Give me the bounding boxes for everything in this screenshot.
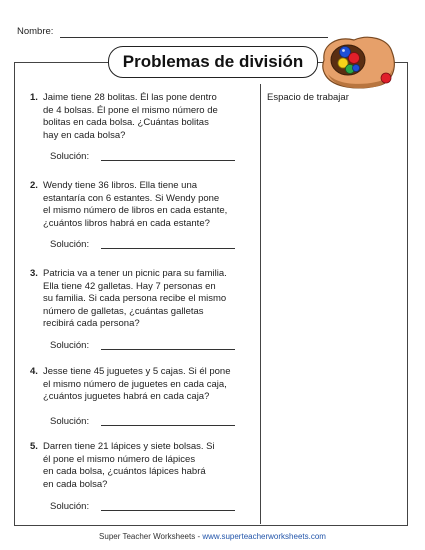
footer-site-name: Super Teacher Worksheets: [99, 532, 196, 541]
solution-line[interactable]: [101, 248, 235, 249]
solution-label: Solución:: [50, 416, 90, 427]
problem-5: [30, 441, 260, 493]
marble-highlight: [342, 49, 345, 52]
footer: [0, 532, 425, 541]
footer-separator: -: [195, 532, 203, 541]
problem-line: Jesse tiene 45 juguetes y 5 cajas. Si él pone: [43, 366, 231, 377]
solution-line[interactable]: [101, 425, 235, 426]
name-row: [17, 26, 53, 37]
problem-line: en cada bolsa?: [43, 478, 108, 490]
problem-text: [43, 366, 269, 404]
footer-url-link[interactable]: www.superteacherworksheets.com: [202, 532, 326, 541]
solution-label: Solución:: [50, 501, 90, 512]
problem-text: [43, 180, 269, 230]
problem-line: bolitas en cada bolsa. ¿Cuántas bolitas: [43, 117, 209, 129]
problem-line: Darren tiene 21 lápices y siete bolsas. Si: [43, 441, 215, 452]
solution-label: Solución:: [50, 239, 90, 250]
marble-bag-illustration: [318, 30, 398, 92]
problem-line: el mismo número de juguetes en cada caja,: [43, 378, 227, 390]
problem-1: [30, 92, 260, 144]
marble-red: [349, 53, 360, 64]
worksheet-title: [108, 46, 318, 78]
problem-text: [43, 92, 269, 142]
problem-line: ¿cuántos juguetes habrá en cada caja?: [43, 391, 210, 403]
problem-line: él pone el mismo número de lápices: [43, 453, 196, 465]
problem-line: Ella tiene 42 galletas. Hay 7 personas en: [43, 280, 216, 292]
name-label: Nombre:: [17, 26, 54, 37]
problem-line: de 4 bolsas. Él pone el mismo número de: [43, 104, 218, 116]
problem-line: Jaime tiene 28 bolitas. Él las pone dentro: [43, 92, 217, 103]
problem-line: recibirá cada persona?: [43, 318, 140, 330]
marble-red-outside: [381, 73, 391, 83]
problem-line: número de galletas, ¿cuántas galletas: [43, 305, 204, 317]
problem-line: Wendy tiene 36 libros. Ella tiene una: [43, 180, 198, 191]
problem-line: hay en cada bolsa?: [43, 129, 126, 141]
problem-line: ¿cuántos libros habrá en cada estante?: [43, 217, 210, 229]
problem-number: 5.: [30, 441, 38, 452]
solution-label: Solución:: [50, 340, 90, 351]
name-field-line[interactable]: [60, 37, 328, 38]
solution-label: Solución:: [50, 151, 90, 162]
problem-text: [43, 441, 269, 491]
problem-line: el mismo número de libros en cada estante,: [43, 205, 228, 217]
problem-number: 2.: [30, 180, 38, 191]
problem-3: [30, 268, 260, 332]
problem-number: 3.: [30, 268, 38, 279]
problem-2: [30, 180, 260, 232]
title-text: Problemas de división: [122, 52, 304, 71]
work-area-label: Espacio de trabajar: [267, 92, 349, 103]
problem-text: [43, 268, 269, 331]
marble-blue-small: [353, 65, 360, 72]
solution-line[interactable]: [101, 510, 235, 511]
problem-line: en cada bolsa, ¿cuántos lápices habrá: [43, 466, 206, 478]
problem-4: [30, 366, 260, 406]
problem-number: 4.: [30, 366, 38, 377]
problem-line: Patricia va a tener un picnic para su familia.: [43, 268, 227, 279]
problem-line: su familia. Si cada persona recibe el mismo: [43, 293, 227, 305]
problem-line: estantaría con 6 estantes. Si Wendy pone: [43, 192, 220, 204]
solution-line[interactable]: [101, 160, 235, 161]
problem-number: 1.: [30, 92, 38, 103]
solution-line[interactable]: [101, 349, 235, 350]
